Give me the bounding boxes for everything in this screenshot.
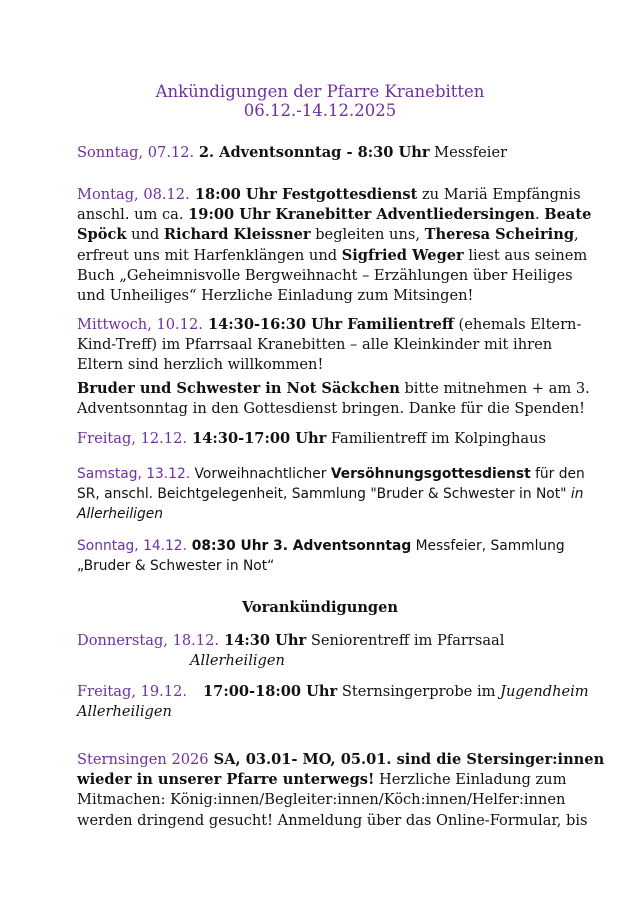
preview-donnerstag-1812: Donnerstag, 18.12. 14:30 Uhr Seniorentreff im Pfarrsaal Allerheiligen: [77, 632, 505, 670]
entry-sternsingen-2026: Sternsingen 2026 SA, 03.01- MO, 05.01. sind die Stersinger:innen wieder in unserer Pfarre unterwegs! Herzliche Einladung zum Mitmachen: König:innen/Begleiter:innen/Köch:innen/Helfer:innen werden dringend gesucht! Anmeldung über das Online-Formular, bis: [77, 751, 605, 829]
entry-date: Freitag, 12.12.: [77, 430, 188, 447]
entry-date: Donnerstag, 18.12.: [77, 632, 219, 649]
entry-bruder-schwester: Bruder und Schwester in Not Säckchen bitte mitnehmen + am 3. Adventsonntag in den Gottesdienst bringen. Danke für die Spenden!: [77, 380, 590, 418]
entry-sonntag-0712: Sonntag, 07.12. 2. Adventsonntag - 8:30 Uhr Messfeier: [77, 144, 508, 161]
entry-date: Mittwoch, 10.12.: [77, 316, 203, 333]
entry-date: Samstag, 13.12.: [77, 466, 191, 482]
entry-date: Sonntag, 14.12.: [77, 538, 187, 554]
entry-date: Sternsingen 2026: [77, 751, 209, 768]
entry-samstag-1312: Samstag, 13.12. Vorweihnachtlicher Versöhnungsgottesdienst für den SR, anschl. Beichtgelegenheit, Sammlung "Bruder & Schwester in Not" in Allerheiligen: [77, 466, 585, 523]
preview-freitag-1912: Freitag, 19.12. 17:00-18:00 Uhr Sternsingerprobe im Jugendheim Allerheiligen: [77, 683, 589, 721]
entry-date: Montag, 08.12.: [77, 186, 190, 203]
page-date-range: 06.12.-14.12.2025: [243, 101, 397, 120]
page-title: Ankündigungen der Pfarre Kranebitten: [155, 82, 485, 101]
entry-montag-0812: Montag, 08.12. 18:00 Uhr Festgottesdienst zu Mariä Empfängnis anschl. um ca. 19:00 Uhr Kranebitter Adventliedersingen. Beate Spöck und Richard Kleissner begleiten uns, Theresa Scheiring, erfreut uns mit Harfenklängen und Sigfried Weger liest aus seinem Buch „Geheimnisvolle Bergweihnacht – Erzählungen über Heiliges und Unheiliges“ Herzliche Einladung zum Mitsingen!: [77, 186, 592, 305]
entry-date: Freitag, 19.12.: [77, 683, 188, 700]
preview-heading: Vorankündigungen: [241, 599, 399, 616]
entry-sonntag-1412: Sonntag, 14.12. 08:30 Uhr 3. Adventsonntag Messfeier, Sammlung „Bruder & Schwester in Not“: [77, 538, 565, 575]
entry-mittwoch-1012: Mittwoch, 10.12. 14:30-16:30 Uhr Familientreff (ehemals Eltern- Kind-Treff) im Pfarrsaal Kranebitten – alle Kleinkinder mit ihren Eltern sind herzlich willkommen!: [77, 316, 582, 374]
entry-date: Sonntag, 07.12.: [77, 144, 195, 161]
entry-freitag-1212: Freitag, 12.12. 14:30-17:00 Uhr Familientreff im Kolpinghaus: [77, 430, 546, 447]
